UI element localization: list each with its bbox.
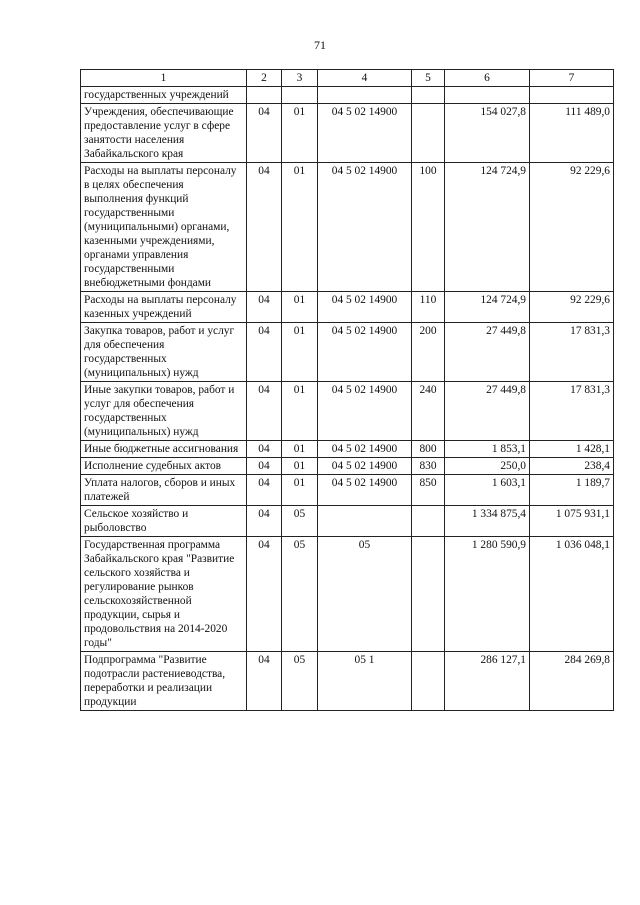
table-row [81,104,614,163]
section-code-cell: 04 [247,458,282,475]
section-code-cell [247,87,282,104]
row-name-cell: Иные закупки товаров, работ и услуг для обеспечения государственных (муниципальных) нужд [81,382,247,441]
expense-type-cell: 200 [412,323,445,382]
amount-col7-cell: 238,4 [530,458,614,475]
header-row [81,70,614,87]
target-article-cell: 04 5 02 14900 [318,475,412,506]
subsection-code-cell: 01 [282,104,318,163]
section-code-cell: 04 [247,292,282,323]
subsection-code-cell: 01 [282,292,318,323]
row-name-cell: государственных учреждений [81,87,247,104]
table-row [81,382,614,441]
amount-col7-cell: 284 269,8 [530,652,614,711]
subsection-code-cell: 01 [282,382,318,441]
amount-col6-cell: 27 449,8 [445,323,530,382]
amount-col7-cell: 1 075 931,1 [530,506,614,537]
amount-col6-cell: 154 027,8 [445,104,530,163]
amount-col7-cell: 111 489,0 [530,104,614,163]
expense-type-cell [412,537,445,652]
subsection-code-cell: 01 [282,323,318,382]
subsection-code-cell: 01 [282,458,318,475]
subsection-code-cell [282,87,318,104]
amount-col6-cell [445,87,530,104]
row-name-cell: Закупка товаров, работ и услуг для обеспечения государственных (муниципальных) нужд [81,323,247,382]
target-article-cell: 04 5 02 14900 [318,458,412,475]
amount-col6-cell: 1 334 875,4 [445,506,530,537]
amount-col7-cell: 17 831,3 [530,323,614,382]
target-article-cell: 04 5 02 14900 [318,104,412,163]
section-code-cell: 04 [247,652,282,711]
row-name-cell: Учреждения, обеспечивающие предоставление услуг в сфере занятости населения Забайкальского края [81,104,247,163]
table-row [81,652,614,711]
row-name-cell: Иные бюджетные ассигнования [81,441,247,458]
expense-type-cell [412,652,445,711]
row-name-cell: Подпрограмма "Развитие подотрасли растениеводства, переработки и реализации продукции [81,652,247,711]
amount-col7-cell: 1 036 048,1 [530,537,614,652]
row-name-cell: Государственная программа Забайкальского края "Развитие сельского хозяйства и регулирование рынков сельскохозяйственной продукции, сырья и продовольствия на 2014-2020 годы" [81,537,247,652]
expense-type-cell: 100 [412,163,445,292]
target-article-cell: 05 [318,537,412,652]
row-name-cell: Расходы на выплаты персоналу казенных учреждений [81,292,247,323]
header-cell: 6 [445,70,530,87]
table-row [81,506,614,537]
amount-col6-cell: 27 449,8 [445,382,530,441]
expense-type-cell [412,104,445,163]
section-code-cell: 04 [247,475,282,506]
target-article-cell: 04 5 02 14900 [318,441,412,458]
row-name-cell: Исполнение судебных актов [81,458,247,475]
expense-type-cell: 850 [412,475,445,506]
amount-col7-cell [530,87,614,104]
target-article-cell: 05 1 [318,652,412,711]
header-cell: 4 [318,70,412,87]
row-name-cell: Уплата налогов, сборов и иных платежей [81,475,247,506]
amount-col7-cell: 92 229,6 [530,163,614,292]
amount-col6-cell: 124 724,9 [445,292,530,323]
table-row [81,323,614,382]
subsection-code-cell: 01 [282,441,318,458]
section-code-cell: 04 [247,506,282,537]
table-row [81,87,614,104]
section-code-cell: 04 [247,441,282,458]
table-row [81,537,614,652]
expense-type-cell: 800 [412,441,445,458]
target-article-cell [318,506,412,537]
expense-type-cell [412,506,445,537]
amount-col6-cell: 124 724,9 [445,163,530,292]
table-body [81,87,614,711]
section-code-cell: 04 [247,382,282,441]
table-row [81,458,614,475]
expense-type-cell: 240 [412,382,445,441]
amount-col7-cell: 1 428,1 [530,441,614,458]
target-article-cell: 04 5 02 14900 [318,292,412,323]
subsection-code-cell: 05 [282,537,318,652]
expense-type-cell [412,87,445,104]
target-article-cell: 04 5 02 14900 [318,323,412,382]
target-article-cell: 04 5 02 14900 [318,163,412,292]
row-name-cell: Расходы на выплаты персоналу в целях обеспечения выполнения функций государственными (муниципальными) органами, казенными учреждениями, органами управления государственными внебюджетными фондами [81,163,247,292]
target-article-cell [318,87,412,104]
amount-col6-cell: 286 127,1 [445,652,530,711]
section-code-cell: 04 [247,163,282,292]
table-row [81,441,614,458]
expense-type-cell: 830 [412,458,445,475]
amount-col6-cell: 1 603,1 [445,475,530,506]
amount-col6-cell: 250,0 [445,458,530,475]
amount-col6-cell: 1 280 590,9 [445,537,530,652]
section-code-cell: 04 [247,323,282,382]
amount-col7-cell: 17 831,3 [530,382,614,441]
page-number: 71 [314,38,326,52]
section-code-cell: 04 [247,104,282,163]
subsection-code-cell: 05 [282,652,318,711]
header-cell: 7 [530,70,614,87]
header-cell: 1 [81,70,247,87]
header-cell: 2 [247,70,282,87]
subsection-code-cell: 01 [282,475,318,506]
table-row [81,292,614,323]
amount-col7-cell: 92 229,6 [530,292,614,323]
subsection-code-cell: 05 [282,506,318,537]
target-article-cell: 04 5 02 14900 [318,382,412,441]
table-row [81,163,614,292]
budget-table [80,69,614,711]
row-name-cell: Сельское хозяйство и рыболовство [81,506,247,537]
section-code-cell: 04 [247,537,282,652]
subsection-code-cell: 01 [282,163,318,292]
amount-col7-cell: 1 189,7 [530,475,614,506]
expense-type-cell: 110 [412,292,445,323]
table-row [81,475,614,506]
header-cell: 5 [412,70,445,87]
header-cell: 3 [282,70,318,87]
amount-col6-cell: 1 853,1 [445,441,530,458]
